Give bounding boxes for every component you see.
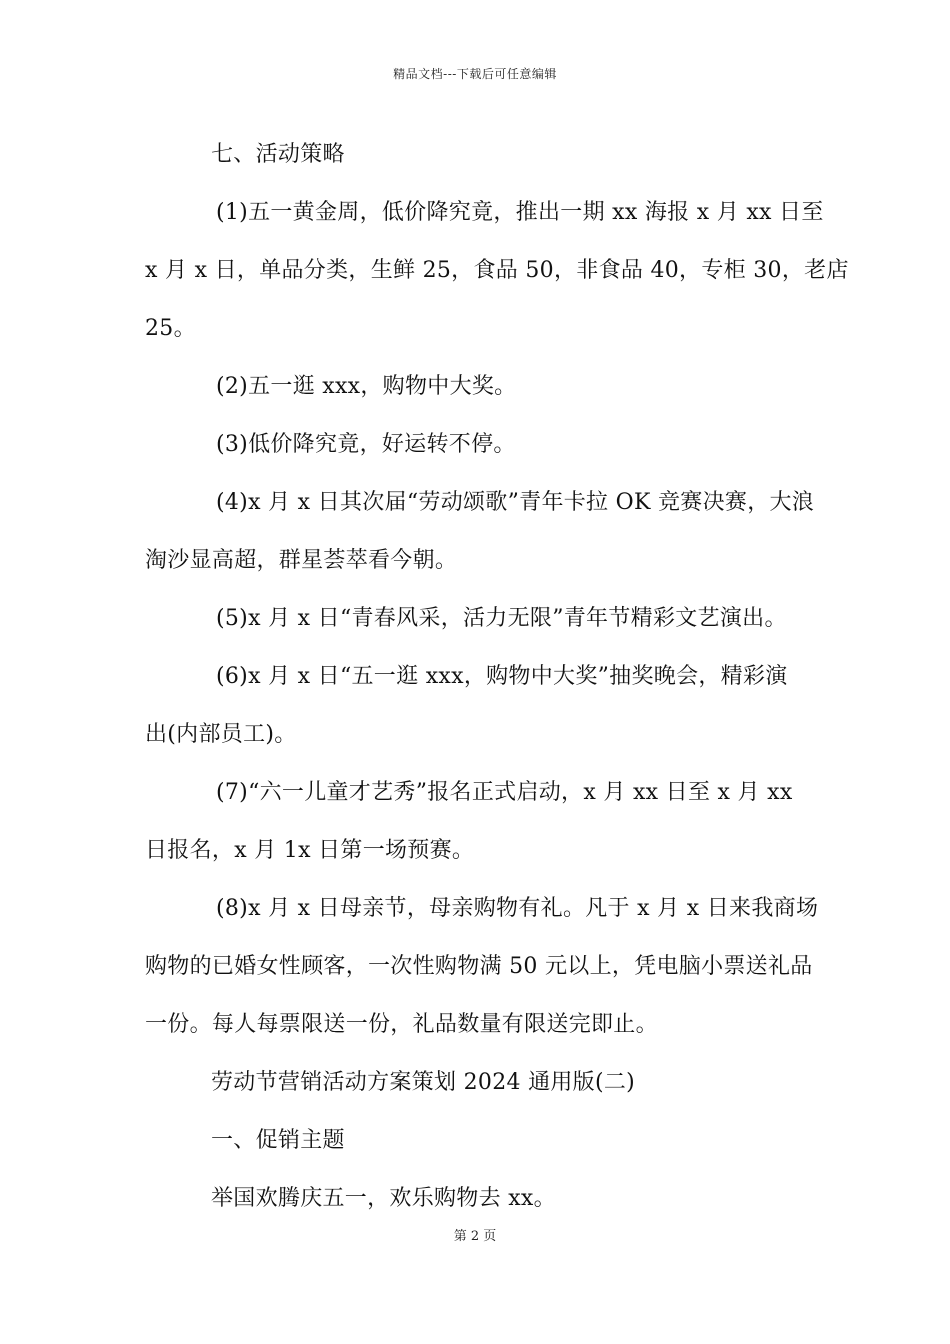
- section-heading: 一、促销主题: [211, 1128, 345, 1153]
- paragraph-line: (1)五一黄金周，低价降究竟，推出一期 xx 海报 x 月 xx 日至: [216, 200, 824, 225]
- page-number: 第 2 页: [453, 1229, 497, 1244]
- paragraph-line: 一份。每人每票限送一份，礼品数量有限送完即止。: [145, 1012, 658, 1037]
- paragraph-line: (5)x 月 x 日“青春风采，活力无限”青年节精彩文艺演出。: [216, 606, 787, 631]
- paragraph-line: (2)五一逛 xxx，购物中大奖。: [216, 374, 517, 399]
- paragraph-line: (4)x 月 x 日其次届“劳动颂歌”青年卡拉 OK 竞赛决赛，大浪: [216, 490, 815, 515]
- document-subtitle: 劳动节营销活动方案策划 2024 通用版(二): [211, 1070, 636, 1095]
- document-body: [145, 126, 849, 1228]
- paragraph-line: 出(内部员工)。: [145, 722, 297, 747]
- paragraph-line: 25。: [145, 316, 196, 341]
- paragraph-line: 举国欢腾庆五一，欢乐购物去 xx。: [211, 1186, 556, 1211]
- paragraph-line: 淘沙显高超，群星荟萃看今朝。: [145, 548, 458, 573]
- paragraph-line: (8)x 月 x 日母亲节，母亲购物有礼。凡于 x 月 x 日来我商场: [216, 896, 819, 921]
- page-header: 精品文档---下载后可任意编辑: [393, 67, 557, 81]
- section-heading: 七、活动策略: [211, 142, 345, 167]
- paragraph-line: 购物的已婚女性顾客，一次性购物满 50 元以上，凭电脑小票送礼品: [145, 954, 813, 979]
- paragraph-line: (7)“六一儿童才艺秀”报名正式启动，x 月 xx 日至 x 月 xx: [216, 780, 793, 805]
- paragraph-line: 日报名，x 月 1x 日第一场预赛。: [145, 838, 475, 863]
- paragraph-line: (3)低价降究竟，好运转不停。: [216, 432, 516, 457]
- paragraph-line: x 月 x 日，单品分类，生鲜 25，食品 50，非食品 40，专柜 30，老店: [145, 258, 849, 283]
- paragraph-line: (6)x 月 x 日“五一逛 xxx，购物中大奖”抽奖晚会，精彩演: [216, 664, 788, 689]
